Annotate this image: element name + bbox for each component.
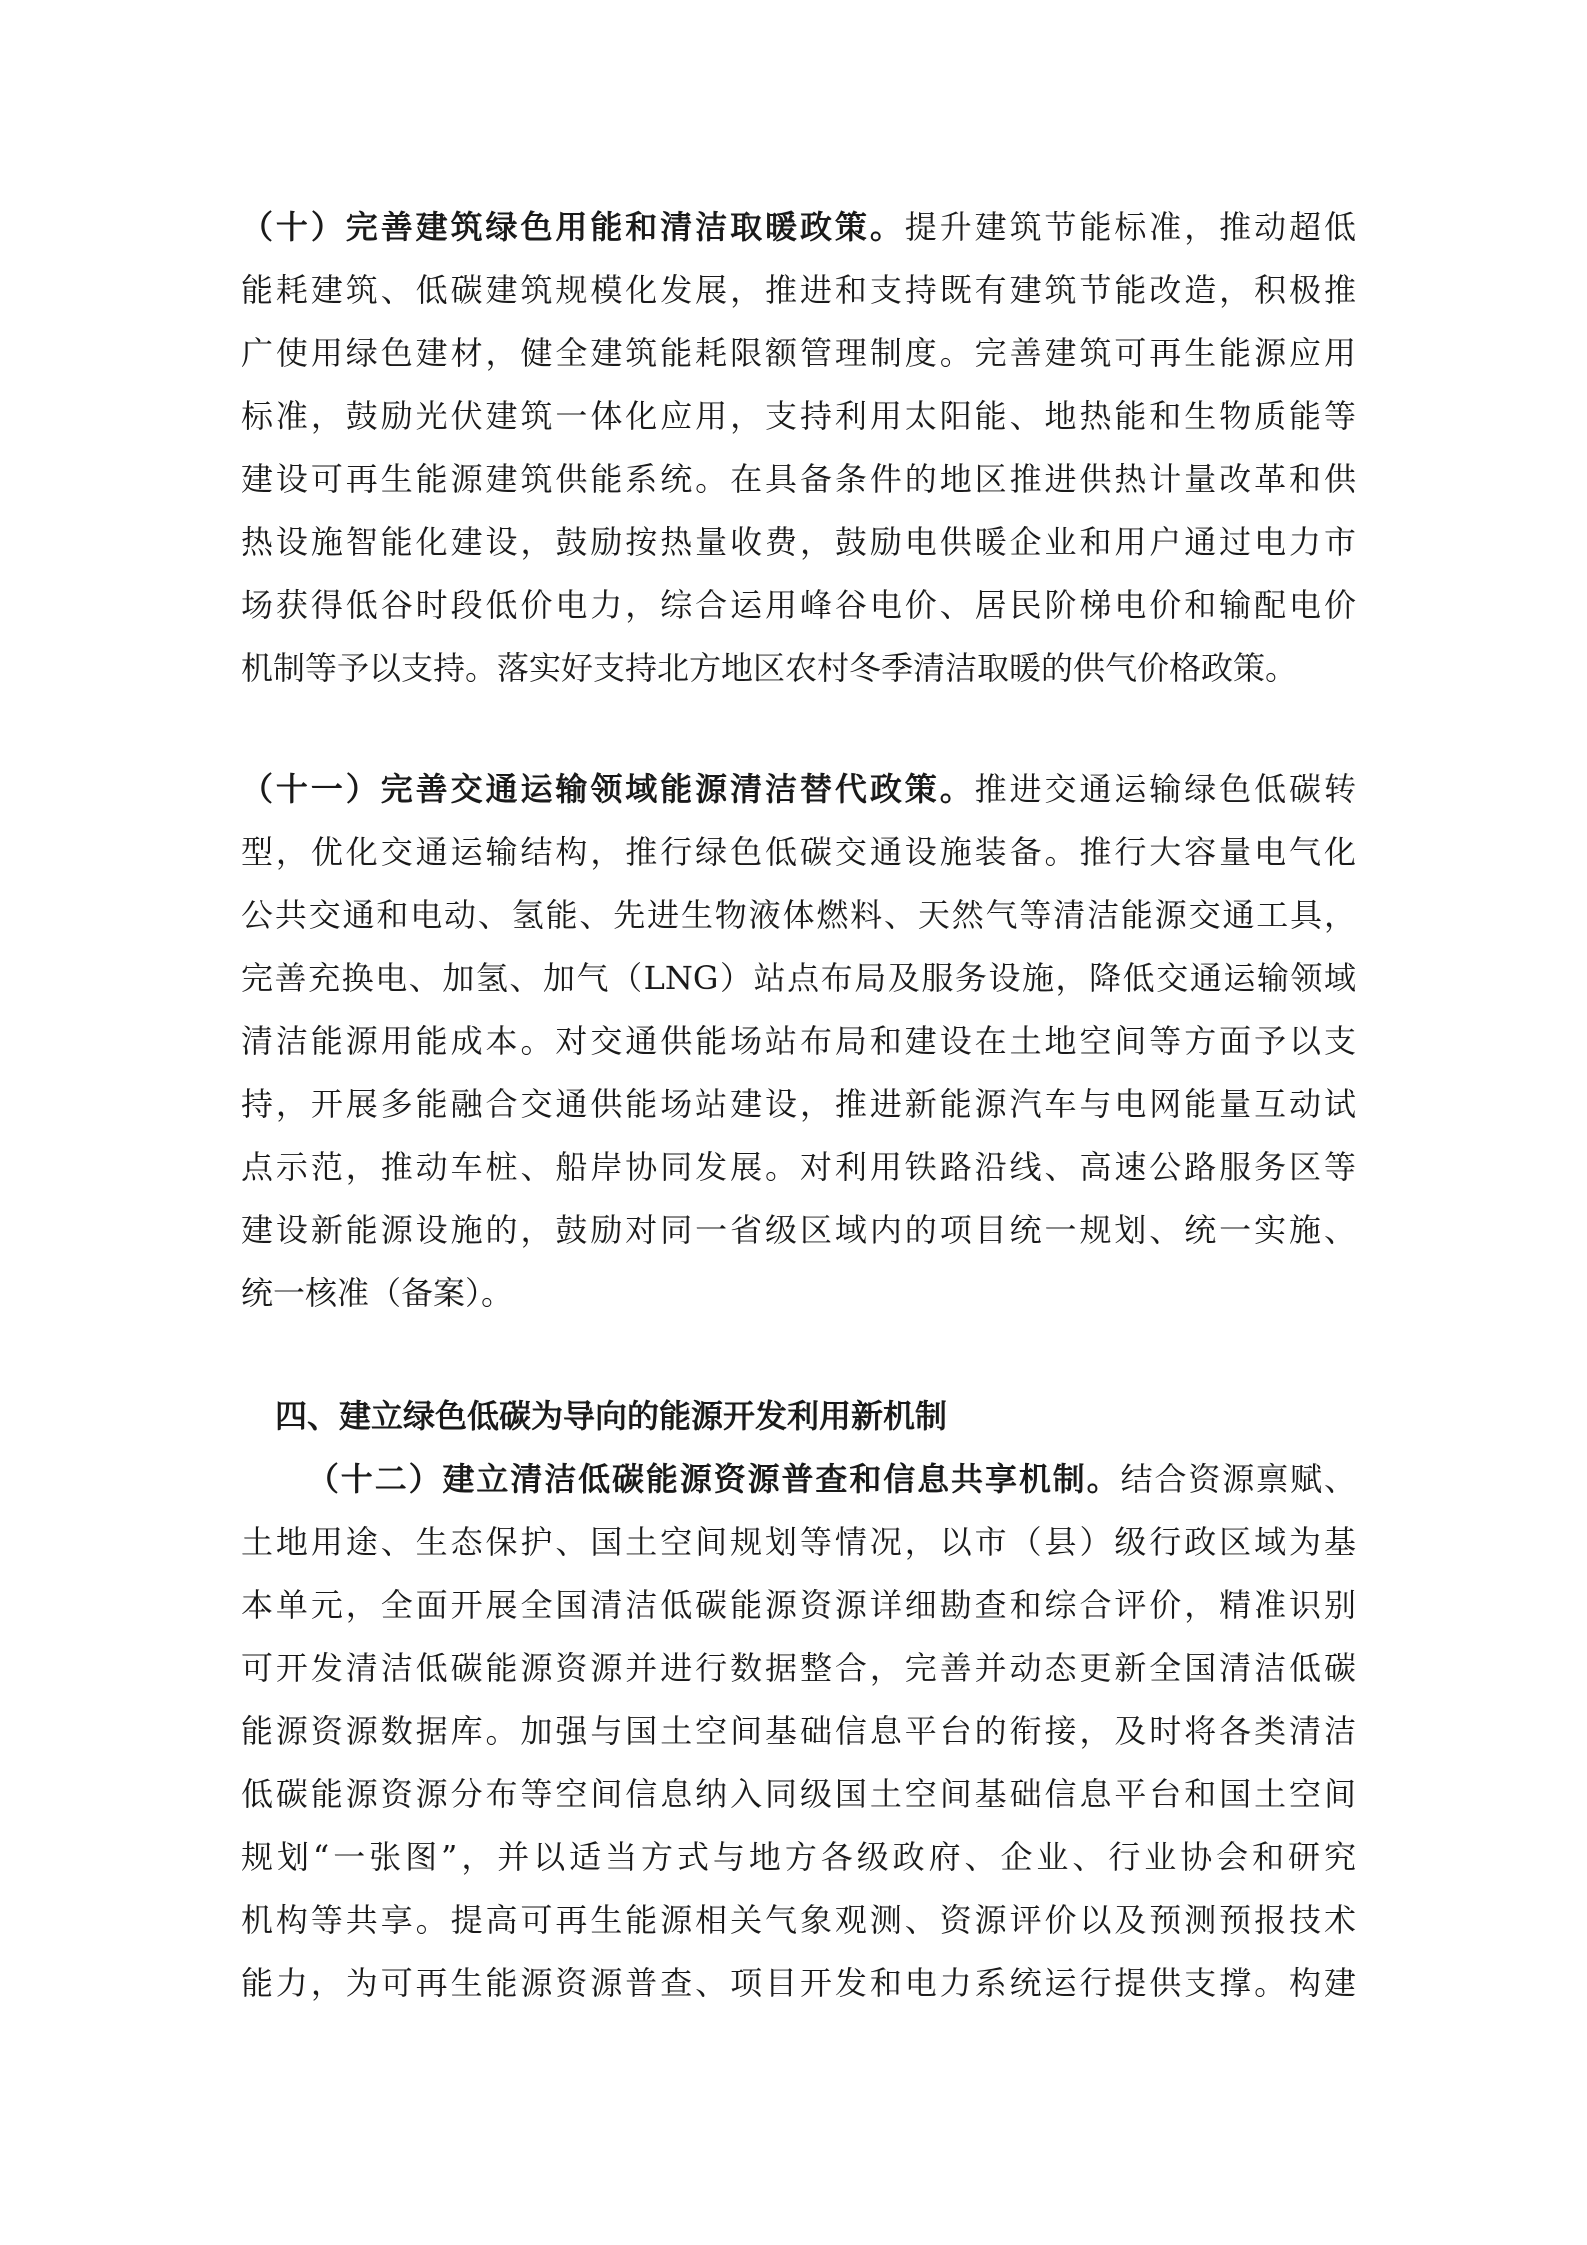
paragraph-line: 点示范，推动车桩、船岸协同发展。对利用铁路沿线、高速公路服务区等: [241, 1148, 1356, 1186]
line-text: 提升建筑节能标准，推动超低: [904, 208, 1356, 246]
section-lead-title: （十）完善建筑绿色用能和清洁取暖政策。: [241, 208, 905, 246]
paragraph-section-11: [241, 758, 1356, 1325]
paragraph-line: [241, 1448, 1356, 1511]
paragraph-line: 场获得低谷时段低价电力，综合运用峰谷电价、居民阶梯电价和输配电价: [241, 586, 1356, 624]
paragraph-line: 本单元，全面开展全国清洁低碳能源资源详细勘查和综合评价，精准识别: [241, 1586, 1356, 1624]
paragraph-line: 热设施智能化建设，鼓励按热量收费，鼓励电供暖企业和用户通过电力市: [241, 523, 1356, 561]
paragraph-line: 机构等共享。提高可再生能源相关气象观测、资源评价以及预测预报技术: [241, 1901, 1356, 1939]
paragraph-line: 低碳能源资源分布等空间信息纳入同级国土空间基础信息平台和国土空间: [241, 1775, 1356, 1813]
paragraph-line: 广使用绿色建材，健全建筑能耗限额管理制度。完善建筑可再生能源应用: [241, 334, 1356, 372]
paragraph-line: 能耗建筑、低碳建筑规模化发展，推进和支持既有建筑节能改造，积极推: [241, 271, 1356, 309]
paragraph-line: 能源资源数据库。加强与国土空间基础信息平台的衔接，及时将各类清洁: [241, 1712, 1356, 1750]
paragraph-line: 完善充换电、加氢、加气（LNG）站点布局及服务设施，降低交通运输领域: [241, 959, 1356, 997]
line-text: 推进交通运输绿色低碳转: [974, 770, 1356, 808]
paragraph-line: 清洁能源用能成本。对交通供能场站布局和建设在土地空间等方面予以支: [241, 1022, 1356, 1060]
line-text: 结合资源禀赋、: [1120, 1460, 1356, 1498]
paragraph-line: 规划“一张图”，并以适当方式与地方各级政府、企业、行业协会和研究: [241, 1838, 1356, 1876]
paragraph-line: 建设新能源设施的，鼓励对同一省级区域内的项目统一规划、统一实施、: [241, 1211, 1356, 1249]
paragraph-section-12: [241, 1448, 1356, 2015]
paragraph-line: 可开发清洁低碳能源资源并进行数据整合，完善并动态更新全国清洁低碳: [241, 1649, 1356, 1687]
paragraph-line: [241, 196, 1356, 259]
paragraph-line: 能力，为可再生能源资源普查、项目开发和电力系统运行提供支撑。构建: [241, 1964, 1356, 2002]
paragraph-line: 土地用途、生态保护、国土空间规划等情况，以市（县）级行政区域为基: [241, 1523, 1356, 1561]
paragraph-section-10: [241, 196, 1356, 700]
paragraph-line: 持，开展多能融合交通供能场站建设，推进新能源汽车与电网能量互动试: [241, 1085, 1356, 1123]
paragraph-line: 建设可再生能源建筑供能系统。在具备条件的地区推进供热计量改革和供: [241, 460, 1356, 498]
paragraph-line: 统一核准（备案）。: [241, 1274, 514, 1312]
chapter-heading: 四、建立绿色低碳为导向的能源开发利用新机制: [275, 1397, 948, 1435]
paragraph-line: 标准，鼓励光伏建筑一体化应用，支持利用太阳能、地热能和生物质能等: [241, 397, 1356, 435]
section-lead-title: （十二）建立清洁低碳能源资源普查和信息共享机制。: [305, 1460, 1121, 1498]
section-lead-title: （十一）完善交通运输领域能源清洁替代政策。: [241, 770, 975, 808]
paragraph-line: 机制等予以支持。落实好支持北方地区农村冬季清洁取暖的供气价格政策。: [241, 649, 1298, 687]
paragraph-line: [241, 758, 1356, 821]
paragraph-line: 公共交通和电动、氢能、先进生物液体燃料、天然气等清洁能源交通工具，: [241, 896, 1356, 934]
paragraph-line: 型，优化交通运输结构，推行绿色低碳交通设施装备。推行大容量电气化: [241, 833, 1356, 871]
